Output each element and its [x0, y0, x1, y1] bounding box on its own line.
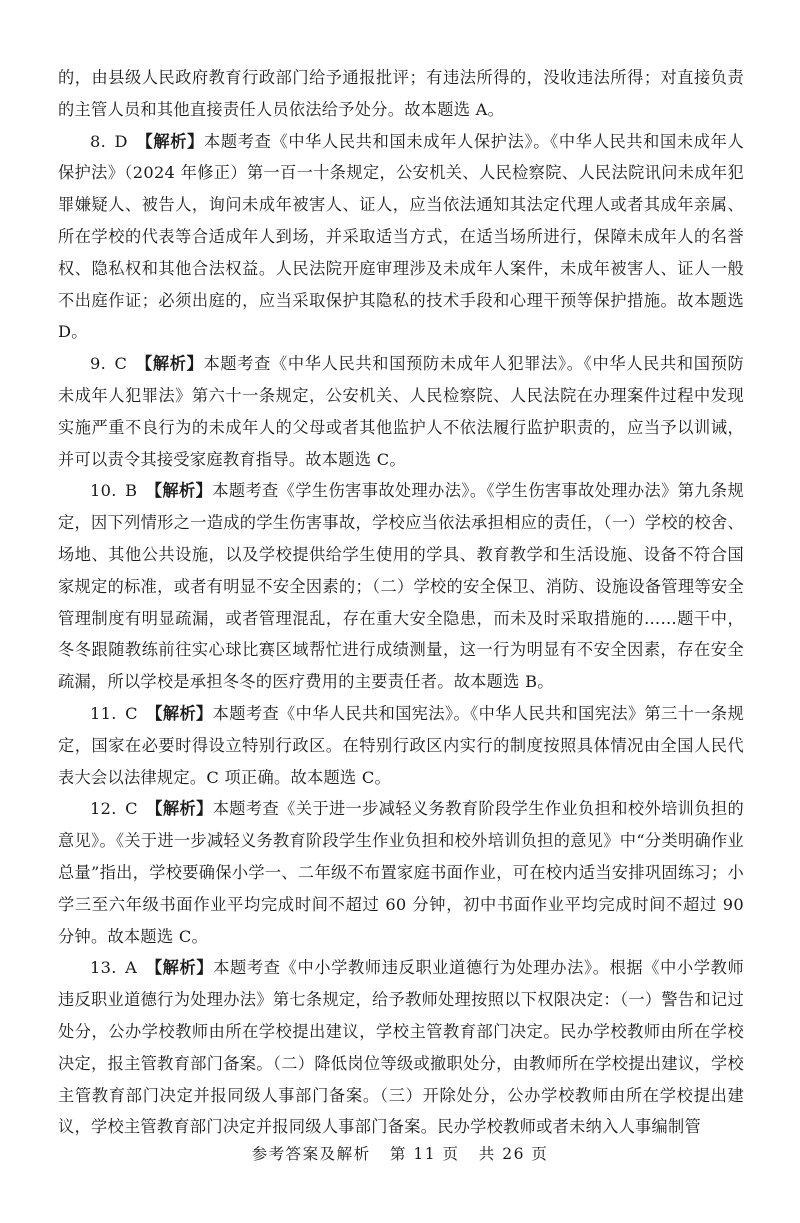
item-number: 8. [90, 131, 107, 151]
answer-item-list [58, 126, 744, 1144]
item-explanation: 本题考查《中华人民共和国宪法》。《中华人民共和国宪法》第三十一条规定，国家在必要时得设立特别行政区。在特别行政区内实行的制度按照具体情况由全国人民代表大会以法律规定。C 项正确。故本题选 C。 [58, 703, 745, 787]
answer-item [58, 793, 744, 952]
answer-item [58, 698, 744, 793]
item-explanation: 本题考查《中小学教师违反职业道德行为处理办法》。根据《中小学教师违反职业道德行为处理办法》第七条规定，给予教师处理按照以下权限决定：（一）警告和记过处分，公办学校教师由所在学校提出建议，学校主管教育部门决定。民办学校教师由所在学校决定，报主管教育部门备案。（二）降低岗位等级或撤职处分，由教师所在学校提出建议，学校主管教育部门决定并报同级人事部门备案。（三）开除处分，公办学校教师由所在学校提出建议，学校主管教育部门决定并报同级人事部门备案。民办学校教师或者未纳入人事编制管 [58, 958, 745, 1137]
item-explanation: 本题考查《关于进一步减轻义务教育阶段学生作业负担和校外培训负担的意见》。《关于进一步减轻义务教育阶段学生作业负担和校外培训负担的意见》中“分类明确作业总量”指出，学校要确保小学一、二年级不布置家庭书面作业，可在校内适当安排巩固练习；小学三至六年级书面作业平均完成时间不超过 60 分钟，初中书面作业平均完成时间不超过 90 分钟。故本题选 C。 [58, 799, 744, 946]
item-analysis-tag: 【解析】 [136, 131, 204, 151]
page-footer [0, 1142, 800, 1164]
item-answer: C [114, 354, 128, 374]
item-answer: A [125, 958, 138, 978]
item-number: 12. [90, 799, 117, 819]
item-answer: B [125, 481, 138, 501]
item-analysis-tag: 【解析】 [145, 958, 214, 978]
item-analysis-tag: 【解析】 [146, 799, 213, 819]
item-number: 13. [90, 958, 117, 978]
answer-item [58, 126, 744, 349]
item-explanation: 本题考查《中华人民共和国未成年人保护法》。《中华人民共和国未成年人保护法》（2024 年修正）第一百一十条规定，公安机关、人民检察院、人民法院讯问未成年犯罪嫌疑人、被告人，询问未成年被害人、证人，应当依法通知其法定代理人或者其成年亲属、所在学校的代表等合适成年人到场，并采取适当方式，在适当场所进行，保障未成年人的名誉权、隐私权和其他合法权益。人民法院开庭审理涉及未成年人案件，未成年被害人、证人一般不出庭作证；必须出庭的，应当采取保护其隐私的技术手段和心理干预等保护措施。故本题选 D。 [58, 131, 744, 342]
item-number: 11. [90, 703, 117, 723]
item-answer: C [125, 703, 138, 723]
footer-title: 参考答案及解析 [251, 1145, 371, 1163]
item-answer: D [114, 131, 128, 151]
item-analysis-tag: 【解析】 [135, 354, 204, 374]
footer-page-number: 第 11 页 [389, 1145, 460, 1163]
answer-item [58, 348, 744, 475]
answer-explanations [58, 62, 744, 1143]
footer-total-pages: 共 26 页 [478, 1145, 549, 1163]
item-analysis-tag: 【解析】 [146, 703, 213, 723]
answer-item [58, 952, 744, 1143]
item-analysis-tag: 【解析】 [145, 481, 213, 501]
item-explanation: 本题考查《学生伤害事故处理办法》。《学生伤害事故处理办法》第九条规定，因下列情形之一造成的学生伤害事故，学校应当依法承担相应的责任，（一）学校的校舍、场地、其他公共设施，以及学校提供给学生使用的学具、教育教学和生活设施、设备不符合国家规定的标准，或者有明显不安全因素的；（二）学校的安全保卫、消防、设施设备管理等安全管理制度有明显疏漏，或者管理混乱，存在重大安全隐患，而未及时采取措施的……题干中，冬冬跟随教练前往实心球比赛区域帮忙进行成绩测量，这一行为明显有不安全因素，存在安全疏漏，所以学校是承担冬冬的医疗费用的主要责任者。故本题选 B。 [58, 481, 744, 692]
item-number: 9. [90, 354, 107, 374]
item-number: 10. [90, 481, 117, 501]
answer-item [58, 475, 744, 698]
intro-paragraph: 的，由县级人民政府教育行政部门给予通报批评；有违法所得的，没收违法所得；对直接负责的主管人员和其他直接责任人员依法给予处分。故本题选 A。 [58, 68, 744, 119]
item-answer: C [125, 799, 138, 819]
item-explanation: 本题考查《中华人民共和国预防未成年人犯罪法》。《中华人民共和国预防未成年人犯罪法》第六十一条规定，公安机关、人民检察院、人民法院在办理案件过程中发现实施严重不良行为的未成年人的父母或者其他监护人不依法履行监护职责的，应当予以训诫，并可以责令其接受家庭教育指导。故本题选 C。 [58, 354, 745, 469]
